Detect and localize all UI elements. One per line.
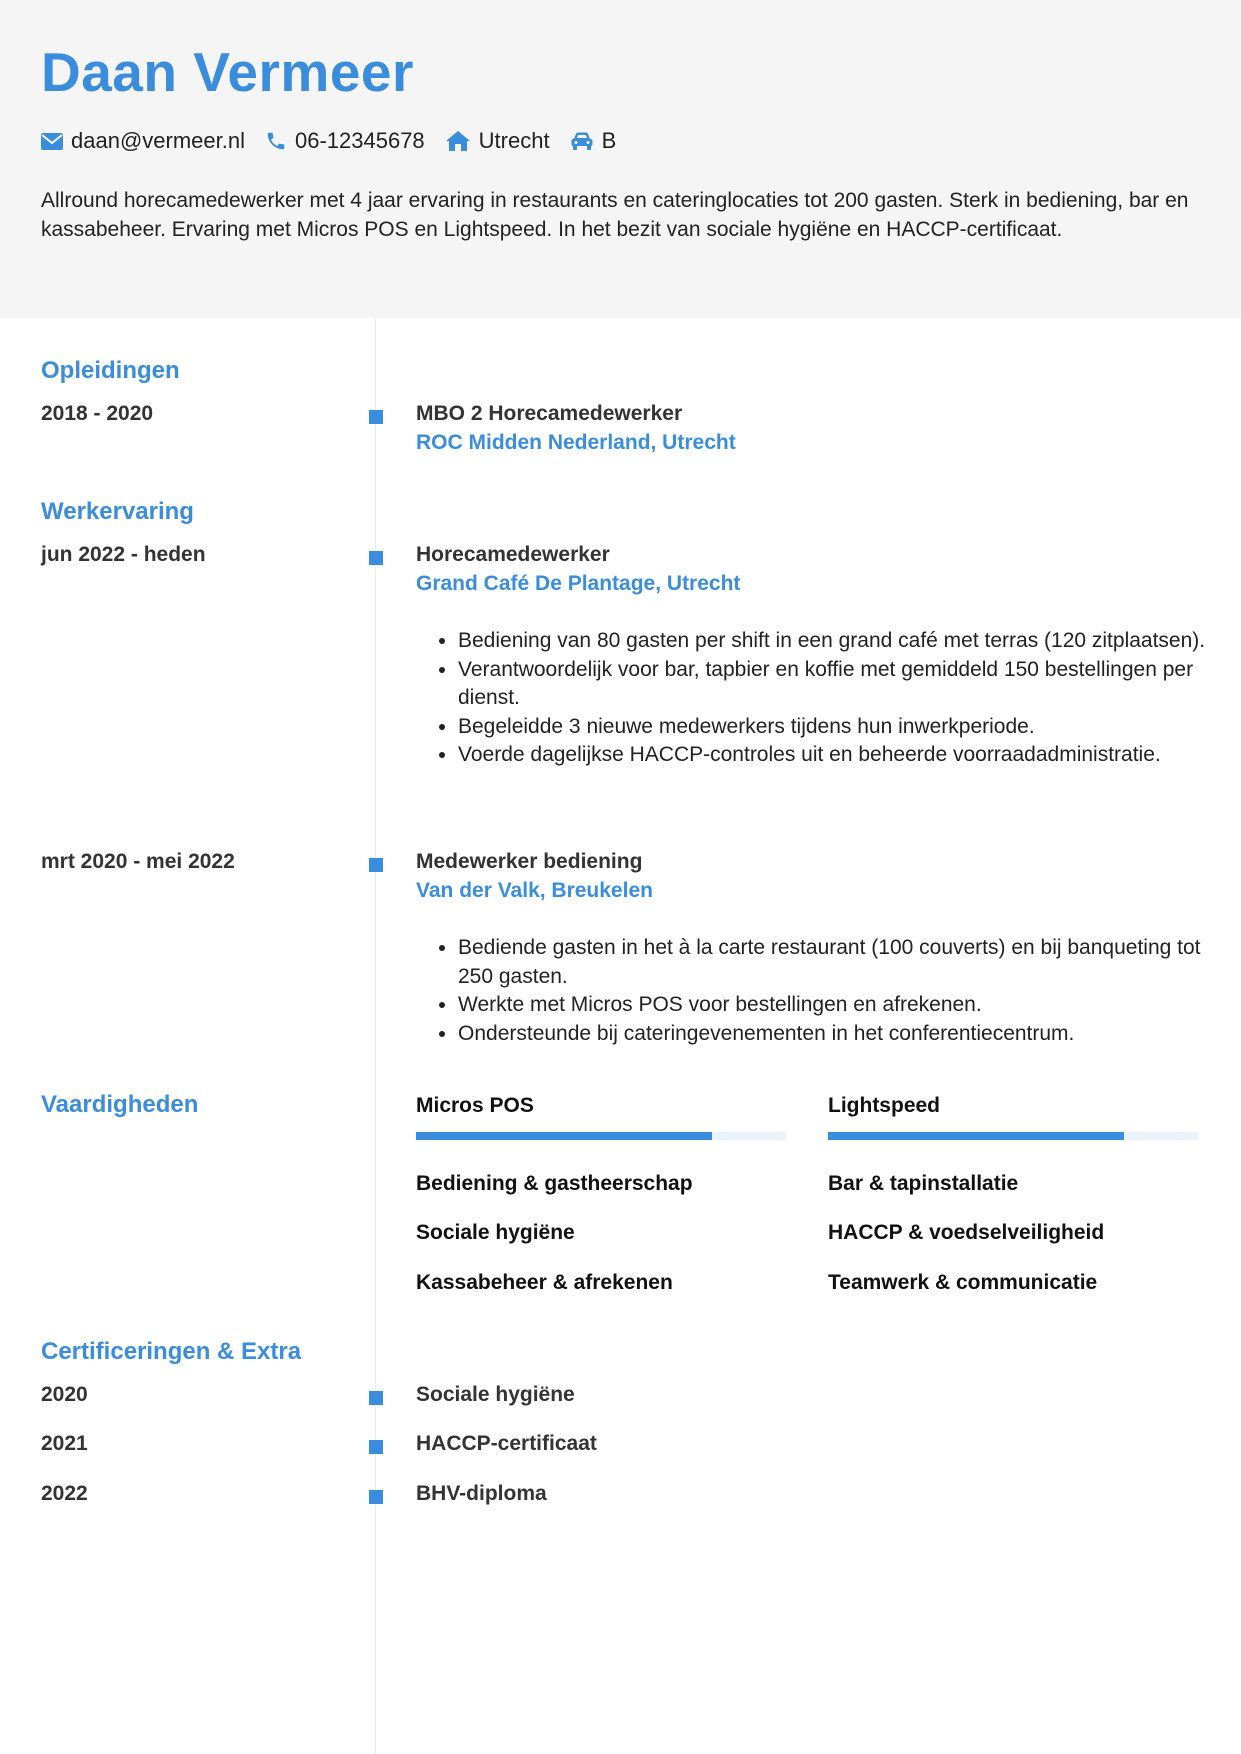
section-title-certifications: Certificeringen & Extra: [41, 1338, 302, 1365]
timeline-marker: [369, 410, 383, 424]
email-text[interactable]: daan@vermeer.nl: [71, 128, 245, 153]
certification-year: 2021: [41, 1432, 88, 1455]
rated-skill-label: Micros POS: [416, 1094, 534, 1117]
timeline-marker: [369, 551, 383, 565]
skill-item: Kassabeheer & afrekenen: [416, 1271, 673, 1294]
timeline-marker: [369, 1391, 383, 1405]
bullet-item: • Begeleidde 3 nieuwe medewerkers tijdens hun inwerkperiode.: [458, 713, 1238, 742]
skill-bar-fill: [828, 1132, 1124, 1140]
skill-bar-fill: [416, 1132, 712, 1140]
section-title-experience: Werkervaring: [41, 498, 194, 525]
candidate-name: Daan Vermeer: [41, 41, 414, 103]
experience-title: Horecamedewerker: [416, 543, 610, 566]
experience-employer: Van der Valk, Breukelen: [416, 879, 653, 902]
education-title: MBO 2 Horecamedewerker: [416, 402, 683, 425]
contact-license: [570, 128, 617, 154]
experience-date: jun 2022 - heden: [41, 543, 206, 566]
contact-phone: [265, 128, 425, 154]
experience-bullets: [416, 934, 1238, 1048]
bullet-item: • Ondersteunde bij cateringevenementen in het conferentiecentrum.: [458, 1020, 1238, 1049]
envelope-icon: [41, 133, 63, 150]
experience-date: mrt 2020 - mei 2022: [41, 850, 235, 873]
bullet-item: • Verantwoordelijk voor bar, tapbier en koffie met gemiddeld 150 bestellingen per dienst.: [458, 656, 1238, 713]
skill-item: Teamwerk & communicatie: [828, 1271, 1098, 1294]
timeline-divider: [375, 318, 376, 1754]
bullet-item: • Bediening van 80 gasten per shift in een grand café met terras (120 zitplaatsen).: [458, 627, 1238, 656]
car-icon: [570, 131, 594, 151]
bullet-item: • Bediende gasten in het à la carte restaurant (100 couverts) en bij banqueting tot 250 gasten.: [458, 934, 1238, 991]
contact-email: [41, 128, 245, 154]
contact-city: [445, 128, 550, 154]
section-title-skills: Vaardigheden: [41, 1091, 199, 1118]
contact-row: [41, 128, 636, 154]
header: [0, 0, 1241, 318]
phone-text[interactable]: 06-12345678: [294, 128, 425, 153]
certification-title: HACCP-certificaat: [416, 1432, 597, 1455]
section-title-education: Opleidingen: [41, 357, 180, 384]
city-text: Utrecht: [478, 128, 550, 153]
certification-title: Sociale hygiëne: [416, 1383, 575, 1406]
phone-icon: [265, 130, 287, 152]
education-school: ROC Midden Nederland, Utrecht: [416, 431, 736, 454]
skill-item: Sociale hygiëne: [416, 1221, 575, 1244]
education-date: 2018 - 2020: [41, 402, 154, 425]
certification-year: 2022: [41, 1482, 88, 1505]
skill-bar: [828, 1132, 1198, 1140]
certification-title: BHV-diploma: [416, 1482, 547, 1505]
skill-item: HACCP & voedselveiligheid: [828, 1221, 1105, 1244]
bullet-item: • Werkte met Micros POS voor bestellingen en afrekenen.: [458, 991, 1238, 1020]
skill-item: Bar & tapinstallatie: [828, 1172, 1019, 1195]
skill-bar: [416, 1132, 786, 1140]
experience-bullets: [416, 627, 1238, 770]
experience-title: Medewerker bediening: [416, 850, 643, 873]
license-text: B: [601, 128, 617, 153]
experience-employer: Grand Café De Plantage, Utrecht: [416, 572, 741, 595]
skill-item: Bediening & gastheerschap: [416, 1172, 693, 1195]
home-icon: [445, 130, 471, 152]
timeline-marker: [369, 1490, 383, 1504]
rated-skill-label: Lightspeed: [828, 1094, 941, 1117]
profile-summary: Allround horecamedewerker met 4 jaar ervaring in restaurants en cateringlocaties tot 200 gasten. Sterk in bediening, bar en kassabeheer. Ervaring met Micros POS en Lightspeed. In het bezit van sociale hygiëne en HACCP-certificaat.: [41, 189, 1189, 241]
certification-year: 2020: [41, 1383, 88, 1406]
bullet-item: • Voerde dagelijkse HACCP-controles uit en beheerde voorraadadministratie.: [458, 741, 1238, 770]
timeline-marker: [369, 858, 383, 872]
timeline-marker: [369, 1440, 383, 1454]
